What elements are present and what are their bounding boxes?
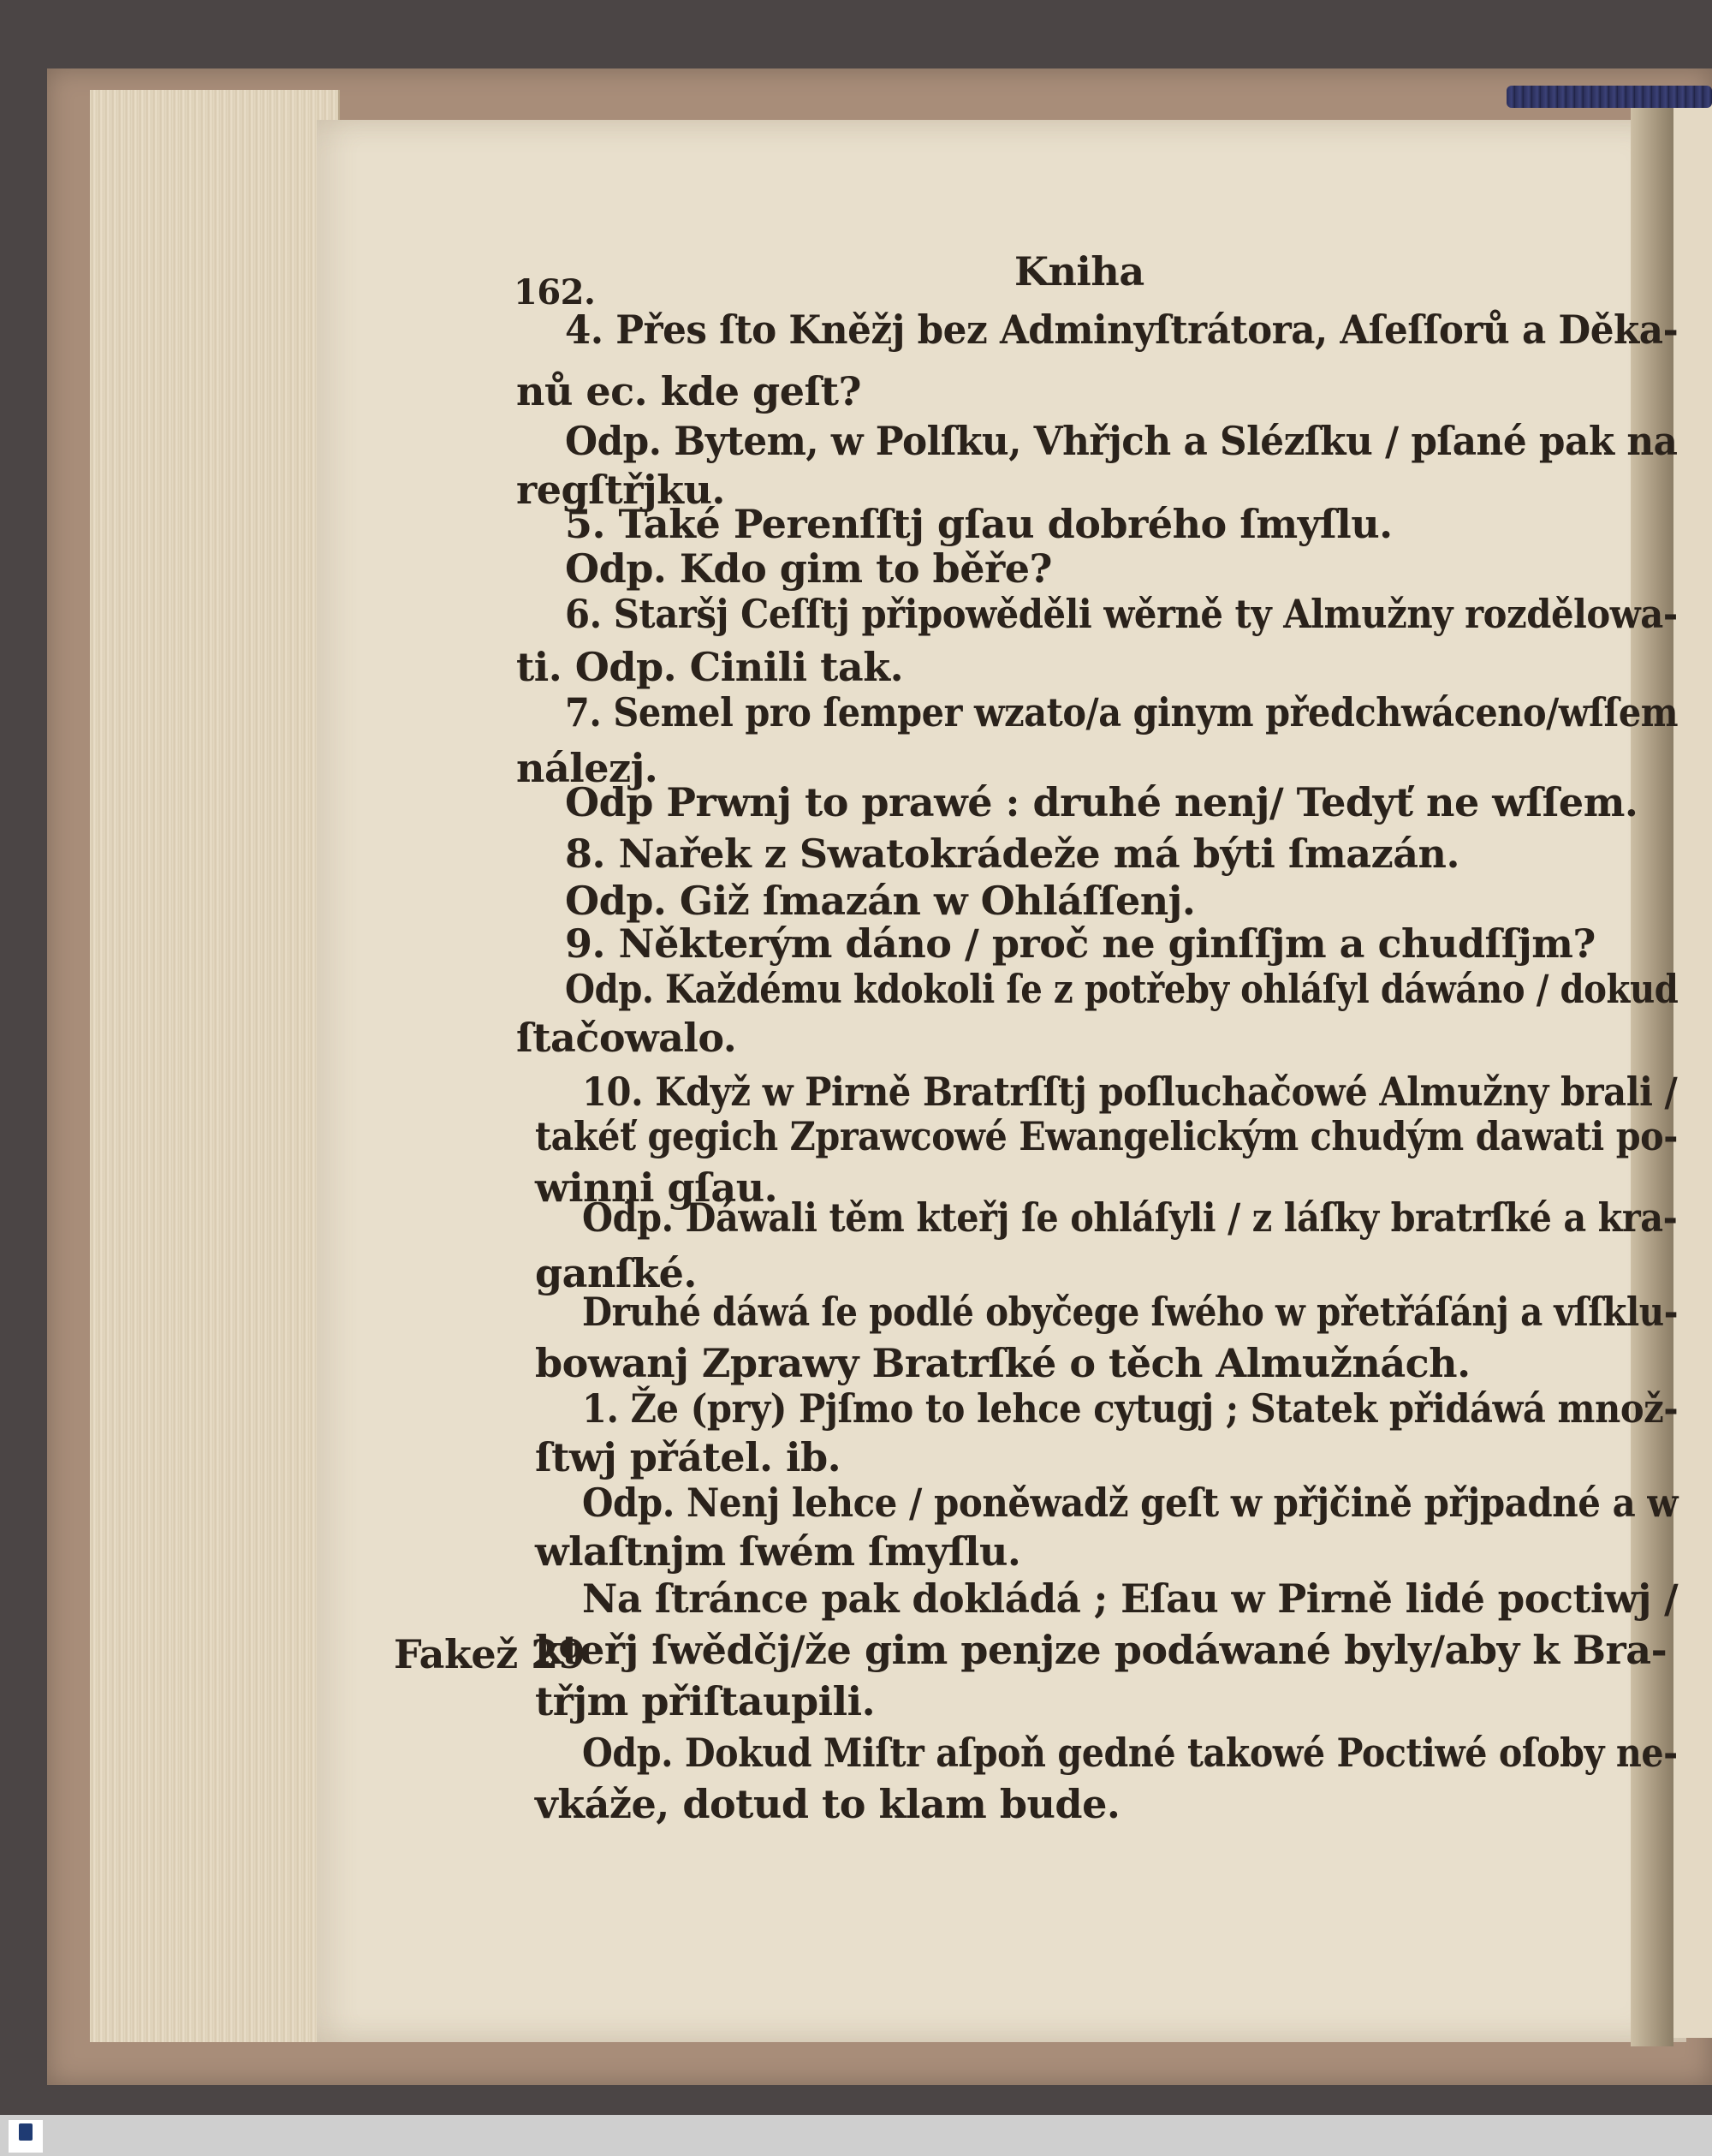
text-line: 8. Nařek z Swatokrádeže má býti ſmazán. [565, 831, 1459, 877]
margin-note: Fakež 29 [394, 1631, 586, 1677]
running-title: Kniha [1014, 248, 1144, 295]
text-line: ſtwj přátel. ib. [535, 1434, 841, 1480]
text-line: Odp. Každému kdokoli ſe z potřeby ohláſyl dáwáno / dokud [565, 966, 1679, 1012]
library-logo[interactable] [9, 2120, 43, 2153]
text-line: takéť gegich Zprawcowé Ewangelickým chudým dawati po- [535, 1113, 1678, 1159]
facing-page-edge [1673, 103, 1712, 2038]
text-line: Druhé dáwá ſe podlé obyčege ſwého w přetřáſánj a vſſklu- [582, 1289, 1679, 1335]
text-line: 6. Staršj Ceſſtj připowěděli wěrně ty Almužny rozdělowa- [565, 591, 1678, 637]
text-line: Na ſtránce pak dokládá ; Eſau w Pirně lidé poctiwj / [582, 1575, 1679, 1622]
text-line: nů ec. kde geſt? [516, 368, 861, 414]
text-line: 10. Když w Pirně Bratrſſtj poſluchačowé Almužny brali / [582, 1069, 1678, 1115]
text-line: 1. Že (pry) Pjſmo to lehce cytugj ; Statek přidáwá množ- [582, 1385, 1679, 1432]
text-line: třjm přiſtaupili. [535, 1678, 876, 1724]
text-line: nálezj. [516, 745, 658, 791]
text-line: winni gſau. [535, 1164, 778, 1211]
text-line: Odp. Giž ſmazán w Ohláſſenj. [565, 878, 1196, 924]
library-logo-icon [19, 2123, 33, 2141]
text-line: wlaſtnjm ſwém ſmyſlu. [535, 1528, 1021, 1575]
text-line: ti. Odp. Cinili tak. [516, 644, 904, 690]
text-line: ganſké. [535, 1250, 697, 1296]
text-line: 7. Semel pro ſemper wzato/a ginym předchwáceno/wſſem [565, 689, 1679, 736]
text-line: 5. Také Perenſſtj gſau dobrého ſmyſlu. [565, 501, 1393, 547]
text-line: Odp. Bytem, w Polſku, Vhřjch a Slézſku / pſané pak na [565, 418, 1678, 464]
text-line: Odp. Dokud Miſtr aſpoň gedné takowé Poctiwé oſoby ne- [582, 1730, 1678, 1776]
page-edges [90, 90, 340, 2042]
text-line: regſtřjku. [516, 467, 725, 513]
text-line: bowanj Zprawy Bratrſké o těch Almužnách. [535, 1340, 1471, 1386]
text-line: kteřj ſwědčj/že gim penjze podáwané byly/aby k Bra- [535, 1627, 1667, 1673]
text-line: vkáže, dotud to klam bude. [535, 1781, 1121, 1827]
page-number: 162. [514, 272, 596, 313]
text-line: ſtačowalo. [516, 1015, 737, 1061]
text-line: 4. Přes ſto Kněžj bez Adminyſtrátora, Aſeſſorů a Děka- [565, 307, 1679, 353]
text-line: Odp. Nenj lehce / poněwadž geſt w přjčině přjpadné a w [582, 1480, 1679, 1526]
text-line: Odp Prwnj to prawé : druhé nenj/ Tedyť ne wſſem. [565, 779, 1638, 825]
bookmark-ribbon [1507, 86, 1712, 108]
text-line: Odp. Dáwali těm kteřj ſe ohláſyli / z láſky bratrſké a kra- [582, 1194, 1678, 1241]
viewer-footer [0, 2115, 1712, 2156]
text-line: 9. Některým dáno / proč ne ginſſjm a chudſſjm? [565, 920, 1596, 967]
text-line: Odp. Kdo gim to běře? [565, 545, 1052, 592]
